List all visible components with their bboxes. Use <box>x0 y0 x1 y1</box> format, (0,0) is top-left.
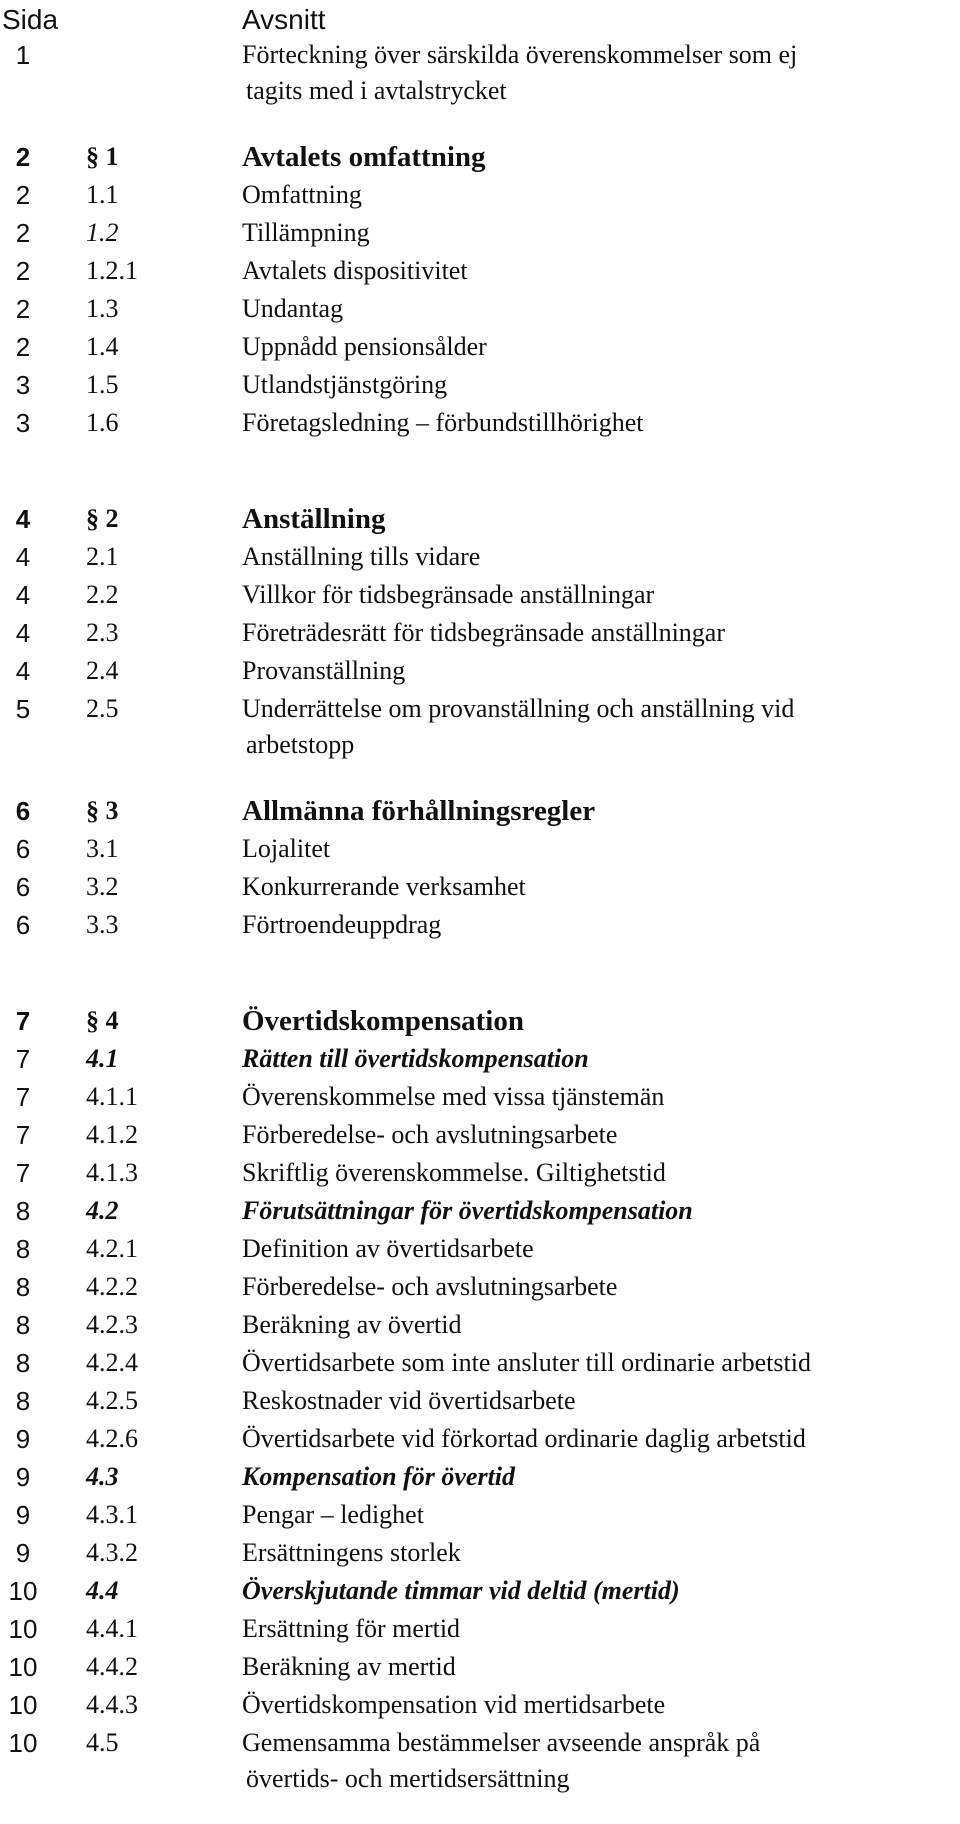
toc-page-number: 10 <box>8 1614 38 1644</box>
toc-row <box>0 176 960 214</box>
toc-row <box>0 366 960 404</box>
toc-row <box>0 576 960 614</box>
toc-title: Rätten till övertidskompensation <box>242 1044 589 1073</box>
toc-page-number: 4 <box>15 580 31 610</box>
toc-title: Förberedelse- och avslutningsarbete <box>242 1272 618 1301</box>
toc-title: Allmänna förhållningsregler <box>242 795 596 827</box>
toc-page-number: 10 <box>8 1576 38 1606</box>
toc-title: Anställning tills vidare <box>242 542 481 571</box>
toc-row <box>0 1648 960 1686</box>
toc-row <box>0 1572 960 1610</box>
toc-section-row <box>0 1002 960 1040</box>
toc-title: Ersättningens storlek <box>242 1538 461 1567</box>
toc-title: Övertidskompensation <box>242 1005 524 1037</box>
toc-page-number: 9 <box>15 1424 31 1454</box>
toc-title: Förteckning över särskilda överenskommelser som ej <box>242 40 798 69</box>
toc-page-number: 6 <box>15 872 31 902</box>
toc-section-number: 3.1 <box>86 834 119 863</box>
toc-section-number: 4.2.2 <box>86 1272 138 1301</box>
toc-section-number: 4.1.3 <box>86 1158 138 1187</box>
toc-title: Förutsättningar för övertidskompensation <box>242 1196 693 1225</box>
toc-section-number: 4.2 <box>86 1196 119 1225</box>
toc-row <box>0 1534 960 1572</box>
toc-page-number: 8 <box>15 1348 31 1378</box>
toc-page-number: 2 <box>15 256 31 286</box>
toc-row <box>0 1268 960 1306</box>
toc-section-number: 4.3 <box>86 1462 119 1491</box>
toc-title: Pengar – ledighet <box>242 1500 424 1529</box>
toc-page-number: 9 <box>15 1500 31 1530</box>
toc-page-number: 10 <box>8 1728 38 1758</box>
toc-section-number: 4.5 <box>86 1728 119 1757</box>
toc-page-number: 7 <box>15 1006 31 1036</box>
toc-section-number: § 3 <box>86 796 119 825</box>
toc-row <box>0 404 960 442</box>
toc-title: Ersättning för mertid <box>242 1614 461 1643</box>
toc-section-number: 4.1.2 <box>86 1120 138 1149</box>
toc-section-number: 1.4 <box>86 332 119 361</box>
toc-section-number: 2.5 <box>86 694 119 723</box>
toc-title: Övertidsarbete vid förkortad ordinarie daglig arbetstid <box>242 1424 806 1453</box>
toc-row <box>0 36 960 74</box>
toc-title: Anställning <box>242 503 386 535</box>
toc-title: Övertidsarbete som inte ansluter till ordinarie arbetstid <box>242 1348 811 1377</box>
toc-page-number: 2 <box>15 142 31 172</box>
toc-row <box>0 290 960 328</box>
toc-row <box>0 1382 960 1420</box>
toc-row <box>0 1192 960 1230</box>
toc-page-number: 7 <box>15 1082 31 1112</box>
header-section-column: Avsnitt <box>242 4 326 35</box>
toc-page-number: 4 <box>15 542 31 572</box>
toc-section-number: 4.4 <box>86 1576 119 1605</box>
toc-row <box>0 652 960 690</box>
toc-section-number: 4.4.1 <box>86 1614 138 1643</box>
toc-section-number: 4.3.2 <box>86 1538 138 1567</box>
toc-title: Avtalets omfattning <box>242 141 486 173</box>
toc-row <box>0 1344 960 1382</box>
toc-row <box>0 690 960 728</box>
toc-page-number: 8 <box>15 1386 31 1416</box>
toc-row <box>0 906 960 944</box>
toc-row <box>0 1116 960 1154</box>
toc-section-number: 2.3 <box>86 618 119 647</box>
toc-section-number: 3.2 <box>86 872 119 901</box>
toc-section-number: 2.1 <box>86 542 119 571</box>
toc-page-number: 7 <box>15 1044 31 1074</box>
toc-page-number: 8 <box>15 1234 31 1264</box>
toc-title: Underrättelse om provanställning och anställning vid <box>242 694 795 723</box>
toc-title: Reskostnader vid övertidsarbete <box>242 1386 576 1415</box>
toc-section-number: 4.3.1 <box>86 1500 138 1529</box>
toc-row <box>0 1154 960 1192</box>
toc-title: Företrädesrätt för tidsbegränsade anställningar <box>242 618 725 647</box>
toc-page-number: 6 <box>15 796 31 826</box>
toc-section-number: 4.2.4 <box>86 1348 138 1377</box>
toc-page-number: 4 <box>15 618 31 648</box>
toc-title: Företagsledning – förbundstillhörighet <box>242 408 644 437</box>
toc-section-number: 1.2.1 <box>86 256 138 285</box>
toc-title: Villkor för tidsbegränsade anställningar <box>242 580 655 609</box>
toc-page-number: 3 <box>15 370 31 400</box>
toc-page-number: 7 <box>15 1158 31 1188</box>
toc-page-number: 8 <box>15 1310 31 1340</box>
toc-row <box>0 214 960 252</box>
toc-section-number: 4.2.1 <box>86 1234 138 1263</box>
toc-section-number: 1.1 <box>86 180 119 209</box>
toc-title: Överenskommelse med vissa tjänstemän <box>242 1082 665 1111</box>
toc-page-number: 4 <box>15 504 31 534</box>
toc-row <box>0 1040 960 1078</box>
toc-page-number: 7 <box>15 1120 31 1150</box>
toc-page-number: 2 <box>15 332 31 362</box>
toc-row <box>0 1230 960 1268</box>
toc-page-number: 2 <box>15 294 31 324</box>
toc-row <box>0 1686 960 1724</box>
toc-row <box>0 1458 960 1496</box>
toc-title: Skriftlig överenskommelse. Giltighetstid <box>242 1158 666 1187</box>
toc-row <box>0 1724 960 1762</box>
toc-row <box>0 538 960 576</box>
toc-title: Provanställning <box>242 656 406 685</box>
toc-page-number: 6 <box>15 910 31 940</box>
toc-title: Förtroendeuppdrag <box>242 910 442 939</box>
toc-title: Beräkning av mertid <box>242 1652 456 1681</box>
toc-title: Tillämpning <box>242 218 370 247</box>
toc-section-number: 1.3 <box>86 294 119 323</box>
toc-page-number: 10 <box>8 1652 38 1682</box>
toc-section-number: 2.2 <box>86 580 119 609</box>
toc-row <box>0 614 960 652</box>
toc-page-number: 8 <box>15 1272 31 1302</box>
toc-title: Konkurrerande verksamhet <box>242 872 526 901</box>
toc-row <box>0 1078 960 1116</box>
toc-row <box>0 1610 960 1648</box>
toc-title: Definition av övertidsarbete <box>242 1234 534 1263</box>
toc-section-row <box>0 500 960 538</box>
toc-page-number: 3 <box>15 408 31 438</box>
toc-page-number: 10 <box>8 1690 38 1720</box>
toc-row <box>0 328 960 366</box>
toc-title: Undantag <box>242 294 344 323</box>
toc-section-number: 1.2 <box>86 218 119 247</box>
toc-page-number: 1 <box>15 40 31 70</box>
toc-page-number: 8 <box>15 1196 31 1226</box>
toc-row <box>0 1496 960 1534</box>
toc-section-number: 4.4.3 <box>86 1690 138 1719</box>
toc-page-number: 5 <box>15 694 31 724</box>
toc-row <box>0 830 960 868</box>
toc-title: Beräkning av övertid <box>242 1310 462 1339</box>
toc-row <box>0 252 960 290</box>
toc-title: Förberedelse- och avslutningsarbete <box>242 1120 618 1149</box>
toc-title: Avtalets dispositivitet <box>242 256 468 285</box>
toc-page-number: 2 <box>15 180 31 210</box>
toc-title: Kompensation för övertid <box>242 1462 516 1491</box>
toc-section-number: 3.3 <box>86 910 119 939</box>
header-page-column: Sida <box>2 4 59 35</box>
toc-section-number: § 2 <box>86 504 119 533</box>
toc-title: Överskjutande timmar vid deltid (mertid) <box>242 1576 680 1605</box>
toc-section-number: 4.1.1 <box>86 1082 138 1111</box>
toc-section-number: 4.2.5 <box>86 1386 138 1415</box>
toc-section-number: 1.5 <box>86 370 119 399</box>
toc-title: Utlandstjänstgöring <box>242 370 448 399</box>
toc-title-continuation: tagits med i avtalstrycket <box>246 76 507 105</box>
toc-title-continuation: övertids- och mertidsersättning <box>246 1764 570 1793</box>
toc-page-number: 2 <box>15 218 31 248</box>
toc-section-number: 4.2.3 <box>86 1310 138 1339</box>
toc-section-number: 4.1 <box>86 1044 119 1073</box>
toc-section-number: 2.4 <box>86 656 119 685</box>
toc-page-number: 9 <box>15 1462 31 1492</box>
toc-title: Övertidskompensation vid mertidsarbete <box>242 1690 666 1719</box>
toc-section-number: § 1 <box>86 142 119 171</box>
toc-section-number: 1.6 <box>86 408 119 437</box>
toc-title: Uppnådd pensionsålder <box>242 332 487 361</box>
toc-row <box>0 868 960 906</box>
toc-section-number: 4.4.2 <box>86 1652 138 1681</box>
toc-title-continuation: arbetstopp <box>246 730 355 759</box>
toc-section-row <box>0 792 960 830</box>
toc-title: Lojalitet <box>242 834 331 863</box>
toc-row <box>0 1420 960 1458</box>
toc-page-number: 4 <box>15 656 31 686</box>
toc-row <box>0 1306 960 1344</box>
toc-title: Omfattning <box>242 180 362 209</box>
toc-section-number: § 4 <box>86 1006 119 1035</box>
toc-page-number: 6 <box>15 834 31 864</box>
toc-section-row <box>0 138 960 176</box>
toc-section-number: 4.2.6 <box>86 1424 138 1453</box>
toc-page-number: 9 <box>15 1538 31 1568</box>
toc-title: Gemensamma bestämmelser avseende anspråk på <box>242 1728 761 1757</box>
